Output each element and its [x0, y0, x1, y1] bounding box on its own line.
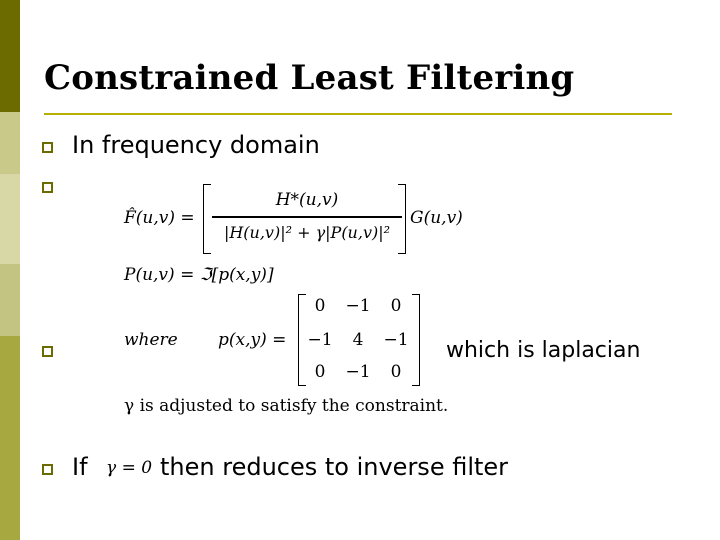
bullet-marker: [42, 464, 53, 475]
bullet-text: which is laplacian: [446, 338, 641, 363]
left-bracket: [203, 184, 211, 254]
equation-p-transform: P(u,v) = ℑ[p(x,y)]: [124, 265, 274, 285]
matrix-cell: 0: [390, 296, 402, 316]
matrix-cell: −1: [383, 330, 409, 350]
fraction-bar: [212, 216, 402, 218]
bullet-text: then reduces to inverse filter: [160, 453, 509, 481]
bullet-marker: [42, 346, 53, 357]
laplacian-matrix: [298, 294, 418, 386]
matrix-cell: −1: [345, 296, 371, 316]
bullet-text: If: [72, 453, 88, 481]
matrix-cell: −1: [307, 330, 333, 350]
matrix-cell: 0: [314, 362, 326, 382]
equation-denominator: |H(u,v)|² + γ|P(u,v)|²: [223, 223, 391, 242]
sidebar-decoration: [0, 0, 20, 540]
matrix-cell: 0: [390, 362, 402, 382]
bullet-marker: [42, 142, 53, 153]
gamma-note: γ is adjusted to satisfy the constraint.: [124, 396, 449, 416]
matrix-cell: −1: [345, 362, 371, 382]
right-bracket: [398, 184, 406, 254]
sidebar-segment: [0, 112, 20, 174]
sidebar-segment: [0, 174, 20, 264]
sidebar-segment: [0, 0, 20, 112]
equation-fhat-lhs: F̂(u,v) =: [124, 208, 195, 228]
equation-rhs: G(u,v): [410, 208, 463, 228]
equation-gamma-zero: γ = 0: [106, 458, 153, 478]
bullet-marker: [42, 182, 53, 193]
sidebar-segment: [0, 336, 20, 540]
equation-numerator: H*(u,v): [275, 190, 339, 210]
slide-title: Constrained Least Filtering: [44, 58, 575, 98]
matrix-cell: 4: [352, 330, 364, 350]
bullet-text: In frequency domain: [72, 131, 320, 159]
matrix-cell: 0: [314, 296, 326, 316]
equation-where: where: [124, 330, 178, 350]
equation-p-lhs: p(x,y) =: [218, 330, 287, 350]
title-underline: [44, 113, 672, 115]
sidebar-segment: [0, 264, 20, 336]
